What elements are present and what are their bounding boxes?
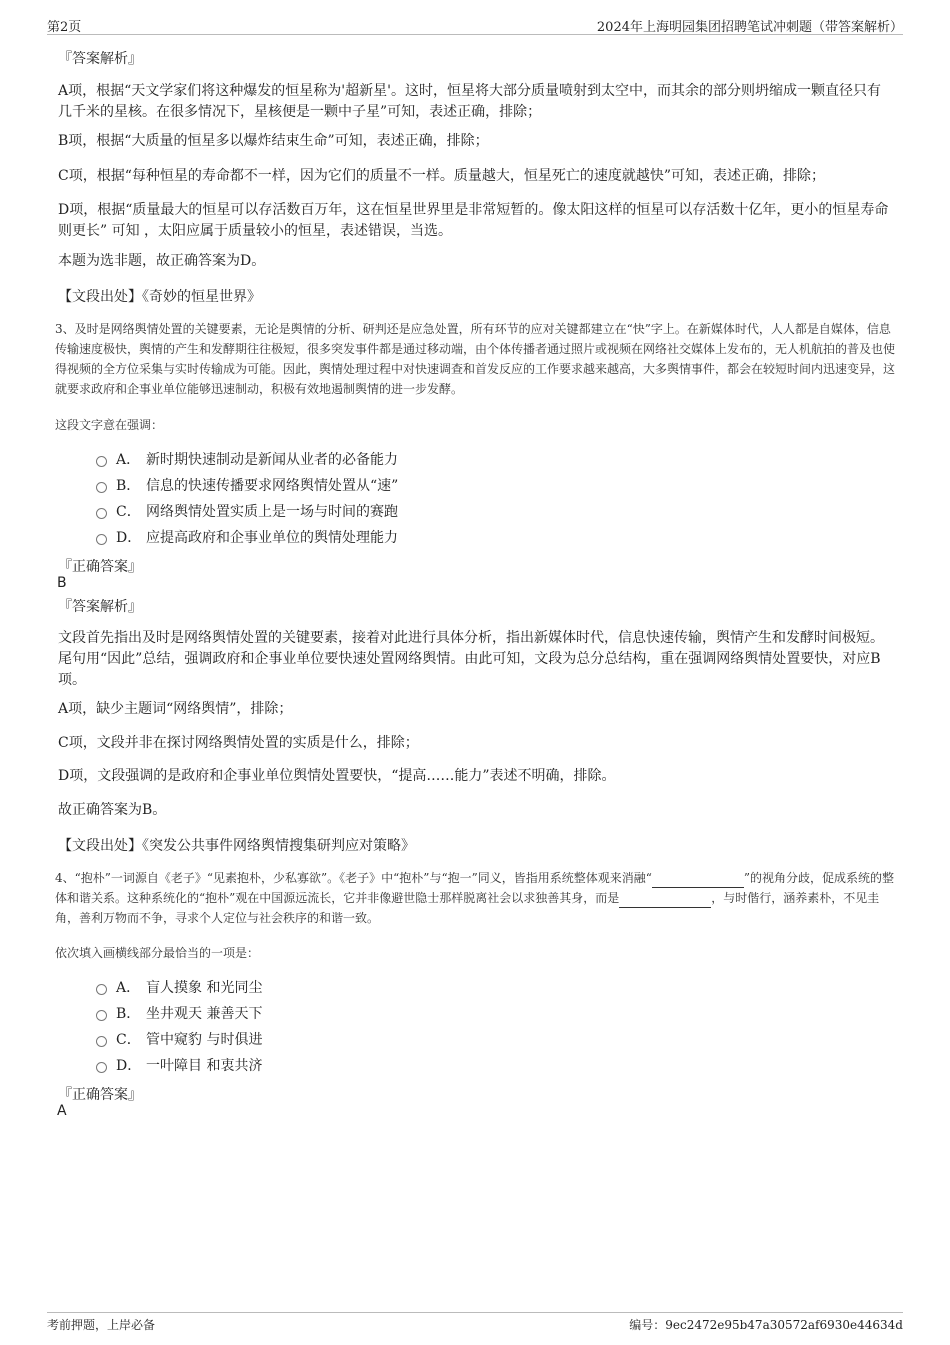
correct-answer: B: [57, 575, 67, 591]
page-header: [47, 14, 903, 35]
radio-icon[interactable]: [96, 1062, 107, 1073]
q4-option-b[interactable]: B． 坐井观天 兼善天下: [96, 1002, 262, 1024]
q3-analysis-d: D项，文段强调的是政府和企事业单位舆情处置要快，“提高……能力”表述不明确，排除。: [58, 768, 616, 784]
analysis-item-c: C项，根据“每种恒星的寿命都不一样，因为它们的质量不一样。质量越大，恒星死亡的速度就越快”可知，表述正确，排除；: [58, 168, 826, 184]
analysis-item-d: D项，根据“质量最大的恒星可以存活数百万年，这在恒星世界里是非常短暂的。像太阳这样的恒星可以存活数十亿年，更小的恒星寿命则更长” 可知 ，太阳应属于质量较小的恒星，表述错误，当选。: [58, 202, 889, 239]
radio-icon[interactable]: [96, 508, 107, 519]
radio-icon[interactable]: [96, 456, 107, 467]
q3-analysis-a: A项，缺少主题词“网络舆情”，排除；: [58, 701, 293, 717]
q3-option-d[interactable]: D． 应提高政府和企事业单位的舆情处理能力: [96, 526, 398, 548]
analysis-label: 『答案解析』: [58, 599, 142, 615]
q3-option-b[interactable]: B． 信息的快速传播要求网络舆情处置从“速”: [96, 474, 398, 496]
radio-icon[interactable]: [96, 482, 107, 493]
q4-option-c[interactable]: C． 管中窥豹 与时俱进: [96, 1028, 262, 1050]
q4-option-a[interactable]: A． 盲人摸象 和光同尘: [96, 976, 262, 998]
radio-icon[interactable]: [96, 1036, 107, 1047]
question-3-text: 3、及时是网络舆情处置的关键要素，无论是舆情的分析、研判还是应急处置，所有环节的应对关键都建立在“快”字上。在新媒体时代，人人都是自媒体，信息传输速度极快，舆情的产生和发酵期往往极短，很多突发事件都是通过移动端，由个体传播者通过照片或视频在网络社交媒体上发布的，无人机航拍的普及也使得视频的全方位采集与实时传输成为可能。因此，舆情处理过程中对快速调查和首发反应的工作要求越来越高，大多舆情事件，都会在较短时间内迅速变异，这就要求政府和企事业单位能够迅速制动，积极有效地遏制舆情的进一步发酵。: [55, 322, 896, 396]
question-4-stem: 依次填入画横线部分最恰当的一项是：: [55, 946, 260, 960]
radio-icon[interactable]: [96, 984, 107, 995]
q3-option-a[interactable]: A． 新时期快速制动是新闻从业者的必备能力: [96, 448, 398, 470]
page-footer: [47, 1312, 903, 1337]
source-citation: 【文段出处】《突发公共事件网络舆情搜集研判应对策略》: [58, 838, 415, 854]
correct-answer-label: 『正确答案』: [58, 559, 142, 575]
question-3-stem: 这段文字意在强调：: [55, 418, 164, 432]
q3-analysis-conclusion: 故正确答案为B。: [58, 802, 167, 818]
analysis-item-b: B项，根据“大质量的恒星多以爆炸结束生命”可知，表述正确，排除；: [58, 133, 489, 149]
radio-icon[interactable]: [96, 534, 107, 545]
q3-analysis-summary: 文段首先指出及时是网络舆情处置的关键要素，接着对此进行具体分析，指出新媒体时代，信息快速传输，舆情产生和发酵时间极短。尾句用“因此”总结，强调政府和企事业单位要快速处置网络舆情。由此可知，文段为总分总结构，重在强调网络舆情处置要快，对应B项。: [58, 630, 884, 688]
fill-blank-2[interactable]: [619, 895, 711, 908]
question-4-text: 4、“抱朴”一词源自《老子》“见素抱朴，少私寡欲”。《老子》中“抱朴”与“抱一”同义，皆指用系统整体观来消融“ ”的视角分歧，促成系统的整体和谐关系。这种系统化的“抱朴”观在中国源远流长，它并非像避世隐士那样脱离社会以求独善其身，而是 ，与时偕行，涵养素朴，不见圭角，善利万物而不争，寻求个人定位与社会秩序的和谐一致。: [55, 871, 894, 925]
q3-option-c[interactable]: C． 网络舆情处置实质上是一场与时间的赛跑: [96, 500, 398, 522]
analysis-item-a: A项，根据“天文学家们将这种爆发的恒星称为'超新星'。这时，恒星将大部分质量喷射到太空中，而其余的部分则坍缩成一颗直径只有几千米的星核。在很多情况下，星核便是一颗中子星”可知，表述正确，排除；: [58, 83, 881, 120]
analysis-label: 『答案解析』: [58, 51, 142, 67]
correct-answer-label: 『正确答案』: [58, 1087, 142, 1103]
source-citation: 【文段出处】《奇妙的恒星世界》: [58, 289, 261, 305]
analysis-conclusion: 本题为选非题，故正确答案为D。: [58, 253, 266, 269]
page-number: 第2页: [47, 20, 82, 35]
radio-icon[interactable]: [96, 1010, 107, 1021]
document-title: 2024年上海明园集团招聘笔试冲刺题（带答案解析）: [596, 20, 903, 35]
correct-answer: A: [57, 1103, 67, 1119]
fill-blank-1[interactable]: [652, 875, 744, 888]
q3-analysis-c: C项，文段并非在探讨网络舆情处置的实质是什么，排除；: [58, 735, 419, 751]
document-id: 编号：9ec2472e95b47a30572af6930e44634d: [629, 1318, 903, 1332]
q4-option-d[interactable]: D． 一叶障目 和衷共济: [96, 1054, 262, 1076]
footer-slogan: 考前押题，上岸必备: [47, 1318, 156, 1332]
